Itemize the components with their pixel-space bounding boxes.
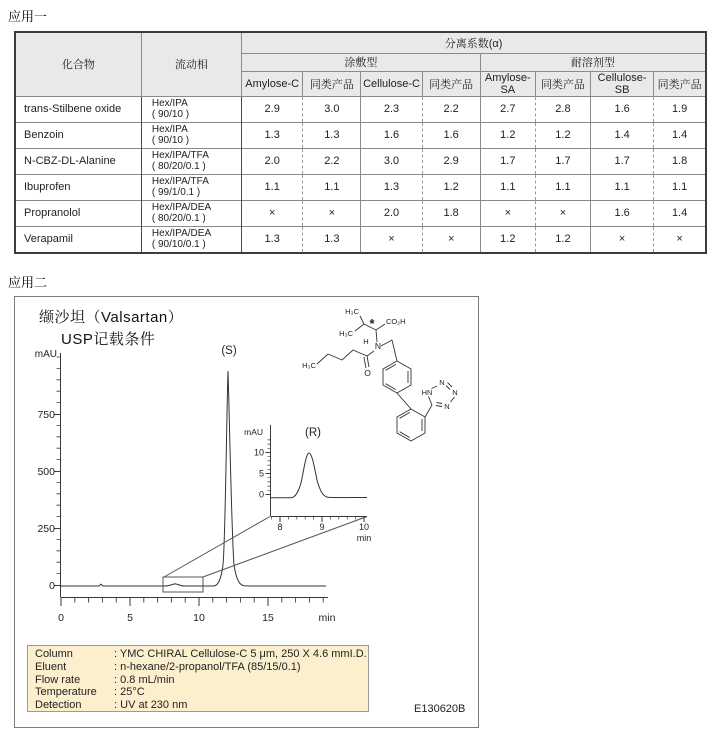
table-row [15,200,706,226]
alpha-value: 1.1 [654,174,706,200]
alpha-value: 2.0 [242,148,303,174]
y-tick-500: 500 [37,466,55,478]
alpha-value: × [591,226,654,253]
alpha-value: 1.1 [242,174,303,200]
co2h-label: CO₂H [386,317,406,326]
group-header-coated: 涂敷型 [242,53,481,71]
alpha-value: 1.3 [303,122,361,148]
alpha-value: × [242,200,303,226]
mobile-phase [141,200,241,226]
h3c-top-label: H₃C [345,307,359,316]
table-row [15,174,706,200]
condition-row [35,661,368,674]
alpha-value: 2.9 [242,96,303,122]
chromatogram-figure [14,296,479,728]
section-label-application-2: 应用二 [8,275,48,290]
condition-colon: : [114,699,118,712]
condition-label: Column [35,648,73,660]
alpha-value: 1.7 [480,148,535,174]
phase-line1: Hex/IPA [151,98,188,109]
alpha-value: 1.4 [591,122,654,148]
table-row [15,226,706,253]
h-label: H [363,337,369,346]
condition-row [35,674,368,687]
alpha-value: 1.2 [535,226,590,253]
alpha-value: 3.0 [303,96,361,122]
col-header-cellulose-c: Cellulose-C [361,71,422,96]
condition-label: Eluent [35,660,67,673]
table-row [15,148,706,174]
col-header-mobile-phase: 流动相 [141,32,241,96]
alpha-value: 1.3 [361,174,422,200]
h3c-chain-label: H₃C [302,361,316,370]
alpha-value: 1.1 [303,174,361,200]
col-header-similar-2: 同类产品 [422,71,480,96]
table-row [15,96,706,122]
phase-line1: Hex/IPA/DEA [151,202,212,213]
mobile-phase [141,174,241,200]
col-header-similar-3: 同类产品 [535,71,590,96]
alpha-value: 2.3 [361,96,422,122]
alpha-value: 1.1 [535,174,590,200]
alpha-value: 1.8 [422,200,480,226]
alpha-value: 2.0 [361,200,422,226]
alpha-value: × [480,200,535,226]
alpha-value: × [361,226,422,253]
compound-name: N-CBZ-DL-Alanine [15,148,141,174]
inset-y-tick-5: 5 [258,468,264,479]
inset-x-tick-10: 10 [358,522,370,532]
alpha-value: 2.9 [422,148,480,174]
inset-x-tick-9: 9 [319,522,325,532]
alpha-value: 1.4 [654,200,706,226]
col-header-separation-factor: 分离系数(α) [242,32,706,53]
alpha-value: 2.7 [480,96,535,122]
alpha-value: × [535,200,590,226]
h3c-mid-label: H₃C [339,329,353,338]
phase-line2: ( 90/10/0.1 ) [151,239,206,250]
alpha-value: 1.6 [591,200,654,226]
separation-factor-table [14,31,707,254]
main-trace [61,371,327,586]
alpha-value: 2.8 [535,96,590,122]
col-header-cellulose-sb: Cellulose-SB [591,71,654,96]
compound-name: Propranolol [15,200,141,226]
alpha-value: 1.3 [242,122,303,148]
inset-x-axis-unit: min [356,533,372,543]
inset-y-axis [266,425,271,516]
condition-value: n-hexane/2-propanol/TFA (85/15/0.1) [120,660,301,673]
inset-y-tick-10: 10 [253,447,264,458]
condition-label: Detection [35,699,82,712]
alpha-value: 1.6 [422,122,480,148]
alpha-value: 1.8 [654,148,706,174]
condition-value: UV at 230 nm [120,699,188,712]
phase-line2: ( 90/10 ) [151,135,190,146]
compound-name: Ibuprofen [15,174,141,200]
condition-value: 0.8 mL/min [120,673,175,686]
alpha-value: 1.2 [480,122,535,148]
condition-colon: : [114,660,118,673]
alpha-value: × [654,226,706,253]
figure-title-line2: USP记载条件 [61,331,156,348]
compound-name: Verapamil [15,226,141,253]
alpha-value: 1.1 [480,174,535,200]
main-x-axis [61,598,329,607]
figure-title-line1: 缬沙坦（Valsartan） [39,309,184,326]
condition-label: Temperature [35,686,97,699]
alpha-value: 1.3 [242,226,303,253]
section-label-application-1: 应用一 [8,9,48,24]
condition-label: Flow rate [35,673,81,686]
n2-tetrazole-label: N [439,378,445,387]
condition-row [35,699,368,712]
inset-trace [271,453,368,498]
conditions-box [27,645,369,712]
alpha-value: 1.2 [422,174,480,200]
condition-row [35,686,368,699]
y-tick-0: 0 [49,580,55,592]
peak-r-label: (R) [305,427,321,439]
alpha-value: × [422,226,480,253]
alpha-value: 1.1 [591,174,654,200]
group-header-solvent-resistant: 耐溶剂型 [480,53,706,71]
col-header-similar-1: 同类产品 [303,71,361,96]
alpha-value: 2.2 [303,148,361,174]
valsartan-structure [317,316,458,441]
condition-row [35,648,368,661]
x-axis-unit: min [318,612,336,624]
y-tick-250: 250 [37,523,55,535]
n4-tetrazole-label: N [444,402,450,411]
phase-line2: ( 90/10 ) [151,109,190,120]
col-header-amylose-sa: Amylose-SA [480,71,535,96]
alpha-value: 1.7 [591,148,654,174]
condition-colon: : [114,686,118,699]
x-tick-0: 0 [58,612,64,624]
x-tick-15: 15 [262,612,274,624]
peak-s-label: (S) [221,345,237,357]
phase-line2: ( 80/20/0.1 ) [151,213,206,224]
y-tick-750: 750 [37,409,55,421]
alpha-value: 1.6 [591,96,654,122]
alpha-value: 3.0 [361,148,422,174]
mobile-phase [141,226,241,253]
condition-value: 25°C [120,686,145,699]
condition-colon: : [114,673,118,686]
alpha-value: 1.9 [654,96,706,122]
mobile-phase [141,148,241,174]
callout-zoom-box [163,517,370,593]
phase-line1: Hex/IPA [151,124,188,135]
compound-name: Benzoin [15,122,141,148]
phase-line1: Hex/IPA/TFA [151,176,209,187]
alpha-value: 1.2 [480,226,535,253]
o-carbonyl-label: O [364,368,371,378]
alpha-value: × [303,200,361,226]
mobile-phase [141,122,241,148]
col-header-compound: 化合物 [15,32,141,96]
hn-tetrazole-label: HN [421,388,433,397]
table-row [15,122,706,148]
mobile-phase [141,96,241,122]
condition-value: YMC CHIRAL Cellulose-C 5 μm, 250 X 4.6 mmI.D. [119,648,367,660]
inset-y-axis-label: mAU [244,427,263,437]
alpha-value: 1.4 [654,122,706,148]
alpha-value: 1.3 [303,226,361,253]
main-y-axis-label: mAU [34,349,57,360]
figure-code: E130620B [414,703,466,715]
inset-y-tick-0: 0 [258,489,264,500]
phase-line2: ( 80/20/0.1 ) [151,161,206,172]
n-amide-label: N [374,341,382,351]
x-tick-10: 10 [193,612,205,624]
structure-atom-labels [302,307,458,411]
phase-line1: Hex/IPA/DEA [151,228,212,239]
compound-name: trans-Stilbene oxide [15,96,141,122]
x-tick-5: 5 [127,612,133,624]
n3-tetrazole-label: N [452,388,458,397]
alpha-value: 1.6 [361,122,422,148]
alpha-value: 1.7 [535,148,590,174]
phase-line2: ( 99/1/0.1 ) [151,187,201,198]
phase-line1: Hex/IPA/TFA [151,150,209,161]
alpha-value: 1.2 [535,122,590,148]
col-header-similar-4: 同类产品 [654,71,706,96]
col-header-amylose-c: Amylose-C [242,71,303,96]
condition-colon: : [114,648,118,660]
inset-x-tick-8: 8 [277,522,283,532]
stereocenter-star: * [369,316,375,331]
alpha-value: 2.2 [422,96,480,122]
